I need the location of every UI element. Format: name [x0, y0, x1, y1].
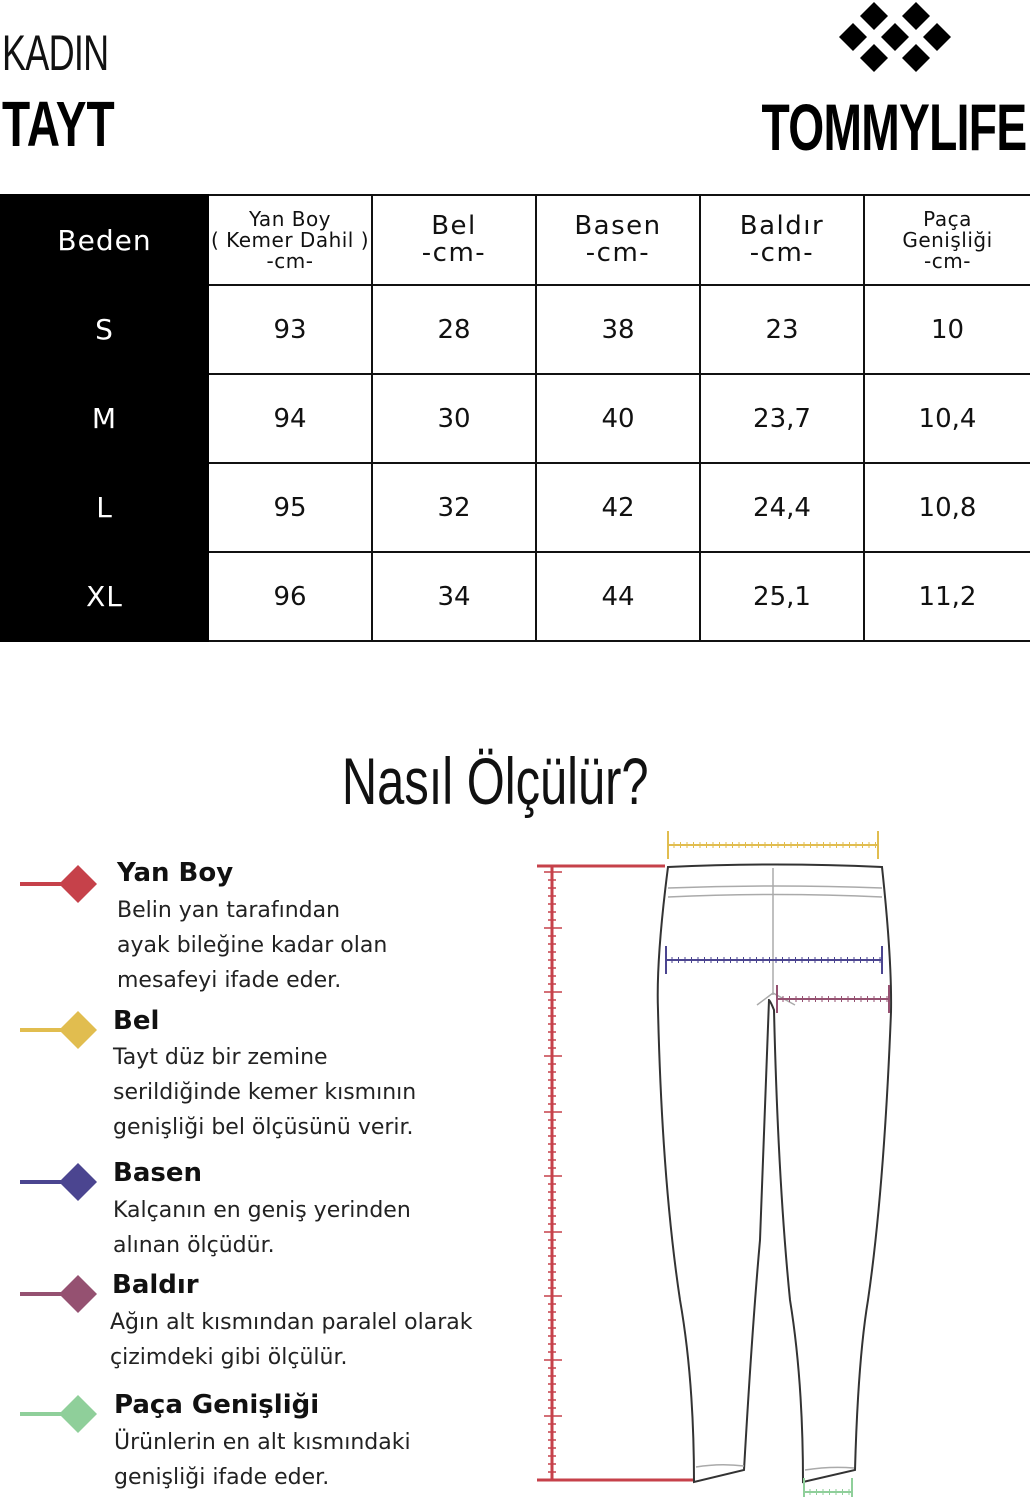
- size-column-header: Beden: [1, 195, 208, 285]
- diamond-marker-icon: [20, 1158, 102, 1206]
- leggings-measurement-diagram: [530, 825, 910, 1497]
- value-cell: 23: [700, 285, 864, 374]
- column-header-line: Genişliği: [902, 227, 993, 252]
- table-row: [1, 285, 1030, 374]
- column-header-line: -cm-: [749, 238, 815, 268]
- legend-item-description: Kalçanın en geniş yerinden alınan ölçüdür.: [113, 1198, 411, 1258]
- marker-diamond: [59, 1011, 97, 1049]
- column-header-baldir: [700, 195, 864, 285]
- column-header-line: Yan Boy: [248, 206, 332, 231]
- column-header-line: Baldır: [739, 210, 825, 241]
- column-header-yan-boy: [208, 195, 372, 285]
- value-cell: 40: [536, 374, 700, 463]
- column-header-line: Basen: [574, 210, 662, 241]
- legend-item-name: Bel: [113, 1006, 160, 1036]
- table-header-row: [1, 195, 1030, 285]
- column-header-line: Paça: [923, 206, 972, 231]
- value-cell: 23,7: [700, 374, 864, 463]
- column-header-paca-genisligi: [864, 195, 1030, 285]
- column-header-basen: [536, 195, 700, 285]
- column-header-line: Bel: [431, 210, 477, 241]
- marker-diamond: [59, 1275, 97, 1313]
- brand-logo-icon: [834, 0, 960, 80]
- measurement-legend: [0, 850, 520, 1490]
- legend-item-name: Paça Genişliği: [114, 1390, 320, 1420]
- value-cell: 24,4: [700, 463, 864, 552]
- value-cell: 95: [208, 463, 372, 552]
- category-label: KADIN: [2, 25, 109, 81]
- table-row: [1, 463, 1030, 552]
- marker-diamond: [59, 865, 97, 903]
- column-header-line: ( Kemer Dahil ): [210, 227, 370, 252]
- product-title: TAYT: [2, 88, 115, 160]
- value-cell: 32: [372, 463, 536, 552]
- value-cell: 44: [536, 552, 700, 641]
- value-cell: 96: [208, 552, 372, 641]
- size-cell: M: [1, 374, 208, 463]
- legend-item-description: Belin yan tarafından ayak bileğine kadar olan mesafeyi ifade eder.: [117, 898, 388, 993]
- legend-item-name: Baldır: [112, 1270, 199, 1300]
- legend-item-name: Yan Boy: [117, 858, 234, 888]
- size-chart-table: [0, 194, 1030, 642]
- value-cell: 34: [372, 552, 536, 641]
- column-header-line: -cm-: [421, 238, 487, 268]
- value-cell: 42: [536, 463, 700, 552]
- how-to-measure-title: [0, 744, 990, 818]
- diamond-marker-icon: [20, 1270, 102, 1318]
- value-cell: 11,2: [864, 552, 1030, 641]
- value-cell: 25,1: [700, 552, 864, 641]
- table-row: [1, 552, 1030, 641]
- column-header-line: -cm-: [266, 248, 314, 273]
- value-cell: 10,8: [864, 463, 1030, 552]
- legend-item-description: Ürünlerin en alt kısmındaki genişliği ifade eder.: [114, 1430, 411, 1490]
- size-cell: S: [1, 285, 208, 374]
- diamond-marker-icon: [20, 1390, 102, 1438]
- value-cell: 10,4: [864, 374, 1030, 463]
- value-cell: 38: [536, 285, 700, 374]
- marker-diamond: [59, 1163, 97, 1201]
- marker-diamond: [59, 1395, 97, 1433]
- diamond-marker-icon: [20, 1006, 102, 1054]
- value-cell: 28: [372, 285, 536, 374]
- value-cell: 30: [372, 374, 536, 463]
- legend-item-name: Basen: [113, 1158, 202, 1188]
- how-to-measure-title-text: Nasıl Ölçülür?: [341, 744, 649, 818]
- size-cell: L: [1, 463, 208, 552]
- value-cell: 10: [864, 285, 1030, 374]
- size-cell: XL: [1, 552, 208, 641]
- column-header-bel: [372, 195, 536, 285]
- value-cell: 93: [208, 285, 372, 374]
- leggings-outline-icon: [658, 865, 891, 1483]
- table-row: [1, 374, 1030, 463]
- column-header-line: -cm-: [585, 238, 651, 268]
- column-header-line: -cm-: [924, 248, 971, 273]
- legend-item-description: Tayt düz bir zemine serildiğinde kemer kısmının genişliği bel ölçüsünü verir.: [113, 1045, 417, 1140]
- legend-item-description: Ağın alt kısmından paralel olarak çizimdeki gibi ölçülür.: [110, 1310, 473, 1370]
- value-cell: 94: [208, 374, 372, 463]
- diamond-marker-icon: [20, 860, 102, 908]
- brand-name: TOMMYLIFE: [761, 90, 1026, 164]
